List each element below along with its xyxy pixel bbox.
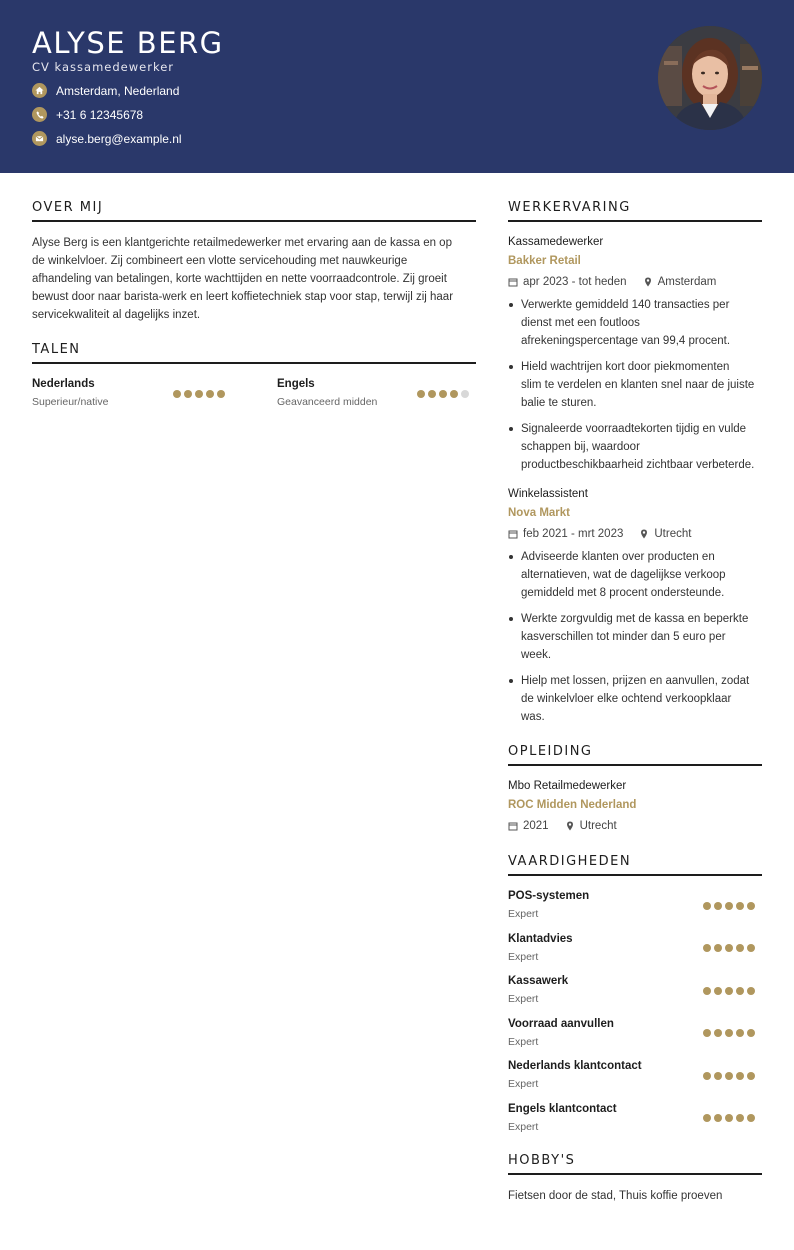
contact-email [32, 131, 182, 146]
list-item: Adviseerde klanten over producten en alternatieven, wat de dagelijkse verkoop gemiddeld met 8 procent ondersteunde. [508, 548, 770, 602]
skill-level: Expert [508, 1078, 539, 1090]
cv-subtitle: CV kassamedewerker [32, 60, 175, 74]
company-name: Nova Markt [508, 507, 570, 519]
rating-dot [725, 902, 733, 910]
education-year: 2021 [523, 820, 549, 832]
rating-dot [714, 944, 722, 952]
rating-dot [703, 1072, 711, 1080]
skill-rating [703, 902, 755, 910]
list-item: Signaleerde voorraadtekorten tijdig en vulde schappen bij, waardoor productbeschikbaarheid zichtbaar verbeterde. [508, 420, 770, 474]
job-meta [508, 276, 716, 288]
education-degree: Mbo Retailmedewerker [508, 780, 627, 792]
language-level: Superieur/native [32, 396, 109, 408]
rating-dot [450, 390, 458, 398]
rating-dot [725, 1072, 733, 1080]
skill-name: Voorraad aanvullen [508, 1018, 614, 1030]
skill-name: Nederlands klantcontact [508, 1060, 642, 1072]
list-item: Werkte zorgvuldig met de kassa en beperkte kasverschillen tot minder dan 5 euro per week. [508, 610, 770, 664]
education-school: ROC Midden Nederland [508, 799, 637, 811]
company-name: Bakker Retail [508, 255, 581, 267]
job-title: Winkelassistent [508, 488, 588, 500]
rating-dot [703, 1114, 711, 1122]
home-icon [32, 83, 47, 98]
rating-dot [703, 987, 711, 995]
contact-location-text: Amsterdam, Nederland [56, 83, 180, 98]
rating-dot [725, 987, 733, 995]
about-line: Alyse Berg is een klantgerichte retailmedewerker met ervaring aan de kassa en op [32, 237, 452, 249]
about-line: bewust door naar barista-werk en leert koffietechniek stap voor stap, terwijl zij haar [32, 291, 454, 303]
language-name: Nederlands [32, 378, 95, 390]
list-item: Hielp met lossen, prijzen en aanvullen, zodat de winkelvloer elke ochtend verkoopklaar was. [508, 672, 770, 726]
rating-dot [736, 1114, 744, 1122]
rating-dot [747, 1029, 755, 1037]
rating-dot-empty [461, 390, 469, 398]
skill-level: Expert [508, 951, 539, 963]
skill-name: POS-systemen [508, 890, 590, 902]
skill-name: Engels klantcontact [508, 1103, 617, 1115]
section-title-skills: VAARDIGHEDEN [508, 854, 762, 876]
location-pin-icon [565, 821, 575, 831]
job-meta [508, 528, 691, 540]
rating-dot [206, 390, 214, 398]
rating-dot [747, 1072, 755, 1080]
skill-level: Expert [508, 993, 539, 1005]
rating-dot [714, 902, 722, 910]
rating-dot [725, 1029, 733, 1037]
rating-dot [736, 944, 744, 952]
section-title-about: OVER MIJ [32, 200, 476, 222]
rating-dot [703, 1029, 711, 1037]
skill-name: Kassawerk [508, 975, 569, 987]
list-item: Hield wachtrijen kort door piekmomenten slim te verdelen en klanten snel naar de juiste balie te sturen. [508, 358, 770, 412]
job-period: apr 2023 - tot heden [523, 276, 627, 288]
rating-dot [736, 1072, 744, 1080]
calendar-icon [508, 277, 518, 287]
profile-photo [658, 26, 762, 130]
contact-phone-text[interactable]: +31 6 12345678 [56, 107, 144, 122]
hobbies-text: Fietsen door de stad, Thuis koffie proeven [508, 1190, 723, 1202]
job-location: Amsterdam [657, 276, 717, 288]
language-rating [417, 390, 469, 398]
rating-dot [736, 987, 744, 995]
about-line: de winkelvloer. Zij combineert een vlotte servicehouding met nauwkeurige [32, 255, 408, 267]
job-period: feb 2021 - mrt 2023 [523, 528, 624, 540]
candidate-name: ALYSE BERG [32, 26, 224, 60]
rating-dot [747, 987, 755, 995]
mail-icon [32, 131, 47, 146]
education-location: Utrecht [579, 820, 617, 832]
job-bullets [508, 296, 770, 482]
skill-level: Expert [508, 908, 539, 920]
rating-dot [428, 390, 436, 398]
location-pin-icon [643, 277, 653, 287]
rating-dot [439, 390, 447, 398]
rating-dot [747, 1114, 755, 1122]
rating-dot [217, 390, 225, 398]
rating-dot [747, 902, 755, 910]
job-bullets [508, 548, 770, 734]
rating-dot [703, 944, 711, 952]
job-location: Utrecht [654, 528, 692, 540]
section-title-languages: TALEN [32, 342, 476, 364]
skill-rating [703, 1029, 755, 1037]
skill-rating [703, 1072, 755, 1080]
list-item: Verwerkte gemiddeld 140 transacties per dienst met een foutloos afrekeningspercentage van 99,4 procent. [508, 296, 770, 350]
language-rating [173, 390, 225, 398]
about-text [32, 234, 476, 324]
rating-dot [195, 390, 203, 398]
rating-dot [725, 1114, 733, 1122]
rating-dot [714, 1072, 722, 1080]
rating-dot [747, 944, 755, 952]
contact-location [32, 83, 179, 98]
rating-dot [714, 987, 722, 995]
job-title: Kassamedewerker [508, 236, 604, 248]
language-name: Engels [277, 378, 315, 390]
rating-dot [725, 944, 733, 952]
contact-email-text[interactable]: alyse.berg@example.nl [56, 131, 182, 146]
calendar-icon [508, 529, 518, 539]
skill-level: Expert [508, 1036, 539, 1048]
rating-dot [184, 390, 192, 398]
rating-dot [736, 1029, 744, 1037]
about-line: servicekwaliteit al dagelijks inzet. [32, 309, 201, 321]
calendar-icon [508, 821, 518, 831]
education-meta [508, 820, 617, 832]
skill-level: Expert [508, 1121, 539, 1133]
rating-dot [173, 390, 181, 398]
rating-dot [703, 902, 711, 910]
skill-rating [703, 1114, 755, 1122]
skill-name: Klantadvies [508, 933, 573, 945]
about-line: afhandeling van betalingen, korte wachttijden en nette voorraadcontrole. Zij groeit [32, 273, 447, 285]
rating-dot [736, 902, 744, 910]
section-title-education: OPLEIDING [508, 744, 762, 766]
skill-rating [703, 944, 755, 952]
phone-icon [32, 107, 47, 122]
section-title-experience: WERKERVARING [508, 200, 762, 222]
section-title-hobbies: HOBBY'S [508, 1153, 762, 1175]
rating-dot [714, 1114, 722, 1122]
skill-rating [703, 987, 755, 995]
rating-dot [714, 1029, 722, 1037]
contact-phone [32, 107, 143, 122]
rating-dot [417, 390, 425, 398]
location-pin-icon [639, 529, 649, 539]
language-level: Geavanceerd midden [277, 396, 378, 408]
header-banner [0, 0, 794, 173]
